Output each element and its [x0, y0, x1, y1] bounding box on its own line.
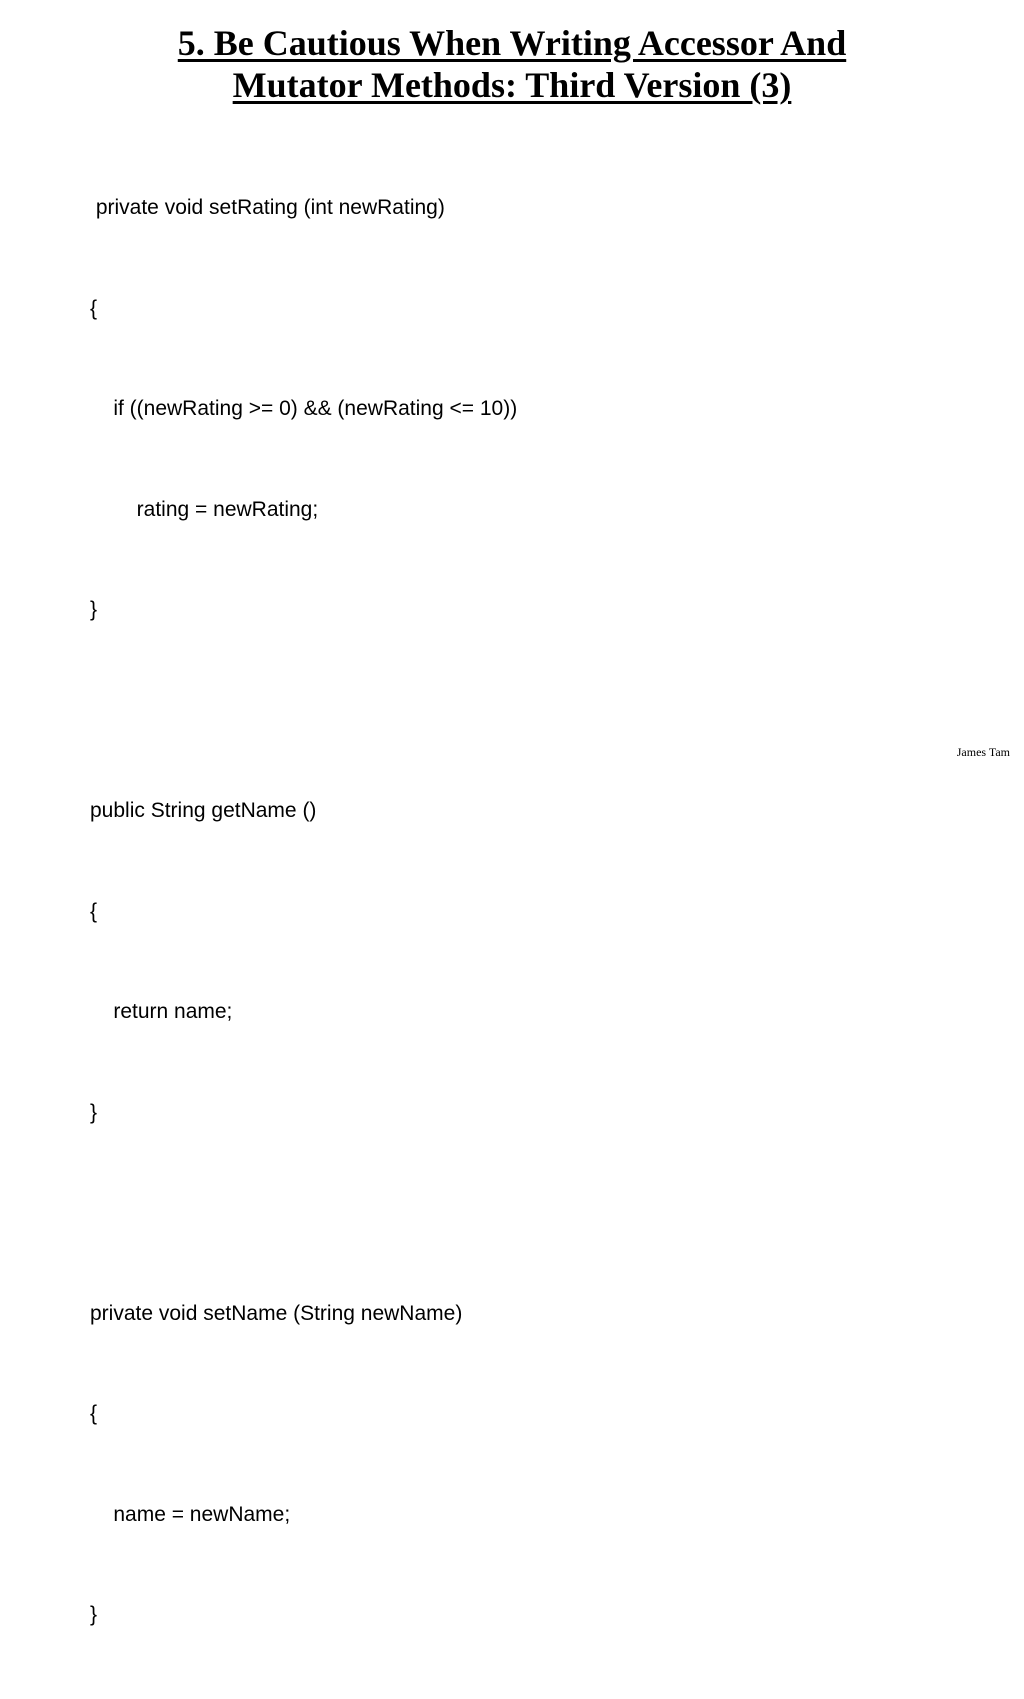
author-footer: James Tam	[956, 745, 1010, 759]
code-line: {	[90, 1402, 98, 1425]
code-line: private void setRating (int newRating)	[90, 196, 445, 219]
code-line: }	[90, 1603, 98, 1626]
code-line: }	[90, 598, 98, 621]
title-line-2: Mutator Methods: Third Version (3)	[232, 65, 792, 105]
title-line-1: 5. Be Cautious When Writing Accessor And	[177, 23, 847, 63]
code-line: name = newName;	[90, 1502, 291, 1526]
code-line: private void setName (String newName)	[90, 1301, 463, 1325]
code-line: if ((newRating >= 0) && (newRating <= 10))	[90, 397, 518, 420]
code-line: }	[90, 1100, 98, 1124]
code-line: {	[90, 296, 98, 320]
code-line: rating = newRating;	[90, 497, 319, 521]
code-line: {	[90, 899, 98, 923]
code-line	[90, 694, 517, 728]
slide-title	[60, 22, 964, 106]
code-line: return name;	[90, 1000, 233, 1023]
code-block	[90, 124, 517, 1699]
code-line: public String getName ()	[90, 799, 317, 822]
code-line	[90, 1196, 517, 1230]
